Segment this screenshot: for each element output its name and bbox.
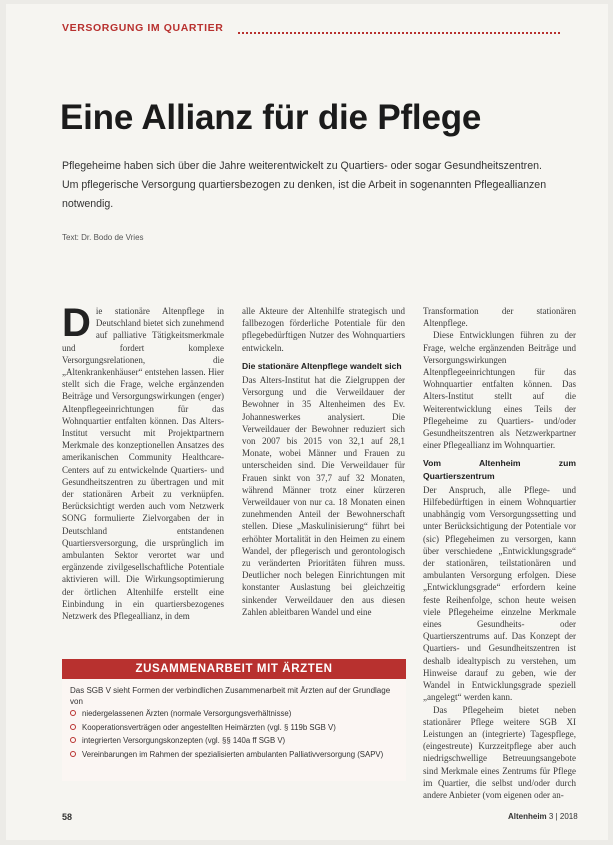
subheading-2: Vom Altenheim zum Quartierszentrum xyxy=(423,458,576,481)
info-box-intro: Das SGB V sieht Formen der verbindlichen Zusammenarbeit mit Ärzten auf der Grundlage von xyxy=(70,686,391,706)
article-title: Eine Allianz für die Pflege xyxy=(60,98,482,137)
journal-info xyxy=(508,812,578,821)
column-2-paragraph-2: Das Alters-Institut hat die Zielgruppen der Versorgung und die Verweildauer der Bewohner in 35 Altenheimen des Ev. Johanneswerkes analysiert. Die Verweildauer der Bewohner reduziert sich von 2007 bis 2015 von 32,1 auf 28,1 Monate, wobei Männer und Frauen zu unterscheiden sind. Die Verweildauer für Frauen sinkt von 37,7 auf 32 Monaten, während Männer trotz einer kürzeren Verweildauer von nur ca. 18 Monaten einen zunehmenden Anteil der Bewohnerschaft stellen. Diese „Maskulinisierung“ führt bei erhöhter Mortalität in den Heimen zu einem Wandel, der pflegerisch und gerontologisch zu veränderten Prioritäten führen muss. Deutlicher noch belegen Einrichtungen mit konstanter Auslastung bei gleichzeitig sinkender Verweildauer den aus diesen Zahlen ableitbaren Wandel und eine xyxy=(242,375,405,617)
column-3-paragraph-2: Diese Entwicklungen führen zu der Frage, welche ergänzenden Beiträge und Versorgungswirkungen Altenpflegeeinrichtungen für das Wohnquartier entfalten können. Das Alters-Institut stellt auf die Weiterentwicklung eines Teils der Pflegeheime zu Quartiers- und/oder Gesundheitszentren als Netzwerkpartner einer Pflegeallianz im Wohnquartier. xyxy=(423,330,576,451)
article-byline: Text: Dr. Bodo de Vries xyxy=(62,233,144,242)
info-box xyxy=(62,659,406,781)
page-number: 58 xyxy=(62,812,73,822)
info-box-list xyxy=(62,709,406,760)
bullet-icon xyxy=(70,710,76,716)
article-lead: Pflegeheime haben sich über die Jahre weiterentwickelt zu Quartiers- oder sogar Gesundheitszentren. Um pflegerische Versorgung quartiersbezogen zu denken, ist die Arbeit in sogenannten Pflegeallianzen notwendig. xyxy=(62,160,547,210)
bullet-icon xyxy=(70,737,76,743)
column-1 xyxy=(62,301,224,657)
bullet-icon xyxy=(70,751,76,757)
list-item: niedergelassenen Ärzten (normale Versorgungsverhältnisse) xyxy=(70,709,400,720)
column-3-paragraph-4: Das Pflegeheim bietet neben stationärer Pflege weitere SGB XI Leistungen an (integrierte) Tagespflege, (eingestreute) Kurzzeitpflege aber auch niedrigschwellige Betreuungsangebote sind Merkmale eines Zentrums für Pflege im Quartier, die selbst und/oder durch andere Anbieter (vom eigenen oder an- xyxy=(423,704,576,800)
column-1-text: ie stationäre Altenpflege in Deutschland bietet sich zunehmend auf palliative Tätigkeitsmerkmale und fordert komplexe Versorgungsrelationen, die „Altenkrankenhäuser“ entstehen lassen. Hier stellt sich die Frage, welche ergänzenden Beiträge und Versorgungswirkungen (enger) Altenpflegeeinrichtungen für das Wohnquartier entfalten können. Das Alters-Institut versucht mit Projektpartnern Merkmale des konzeptionellen Ansatzes des amerikanischen Community Healthcare-Centers auf zu entwickelnde Quartiers- und Gesundheitszentren zu übertragen und mit der stationären Arbeit zu verknüpfen. Berücksichtigt werden auch vom Netzwerk SONG formulierte Zielvorgaben der in Deutschland entstandenen Quartiersversorgung, die ursprünglich im ambulanten Sektor verortet war und ergänzende zivilgesellschaftliche Potentiale aktivieren will. Die Wirkungsoptimierung der örtlichen Altenhilfe erstellt eine Einbindung in ein quartiersbezogenes Netzwerk des Pflegeallianz, in dem xyxy=(62,306,224,622)
drop-cap: D xyxy=(62,301,91,345)
bullet-icon xyxy=(70,724,76,730)
list-item: integrierten Versorgungskonzepten (vgl. §§ 140a ff SGB V) xyxy=(70,736,400,747)
journal-issue: 3 | 2018 xyxy=(548,812,578,821)
subheading-1: Die stationäre Altenpflege wandelt sich xyxy=(242,360,402,371)
list-item: Vereinbarungen im Rahmen der spezialisierten ambulanten Palliativversorgung (SAPV) xyxy=(70,750,400,761)
journal-name: Altenheim xyxy=(508,812,547,821)
column-3-paragraph-3: Der Anspruch, alle Pflege- und Hilfebedürftigen in einem Wohnquartier unabhängig vom Versorgungssetting und unter Berücksichtigung der Potentiale vor (sic) Pflegeheimen zu versorgen, kann über verschiedene „Entwicklungsgrade“ der stationären, teilstationären und ambulanten Versorgung erfolgen. Diese „Entwicklungsgrade“ erfordern keine feste Reihenfolge, schon heute weisen viele Pflegeheime einzelne Merkmale eines Gesundheits- oder Quartierszentrums auf. Das Konzept der Quartiers- und Gesundheitszentren ist deshalb idealtypisch zu verstehen, um Hinweise darauf zu geben, wie der Wandel in Entwicklungsgrade speziell „angelegt“ werden kann. xyxy=(423,484,576,703)
section-label: VERSORGUNG IM QUARTIER xyxy=(62,22,224,34)
column-3 xyxy=(423,305,576,800)
section-divider xyxy=(238,22,560,34)
column-2-paragraph-1: alle Akteure der Altenhilfe strategisch und fallbezogen förderliche Potentiale für den pflegebedürftigen Nutzer des Wohnquartiers entwickeln. xyxy=(242,306,405,353)
list-item: Kooperationsverträgen oder angestellten Heimärzten (vgl. § 119b SGB V) xyxy=(70,723,400,734)
info-box-title: ZUSAMMENARBEIT MIT ÄRZTEN xyxy=(62,659,406,679)
column-3-paragraph-1: Transformation der stationären Altenpflege. xyxy=(423,306,576,329)
column-2 xyxy=(242,305,405,657)
